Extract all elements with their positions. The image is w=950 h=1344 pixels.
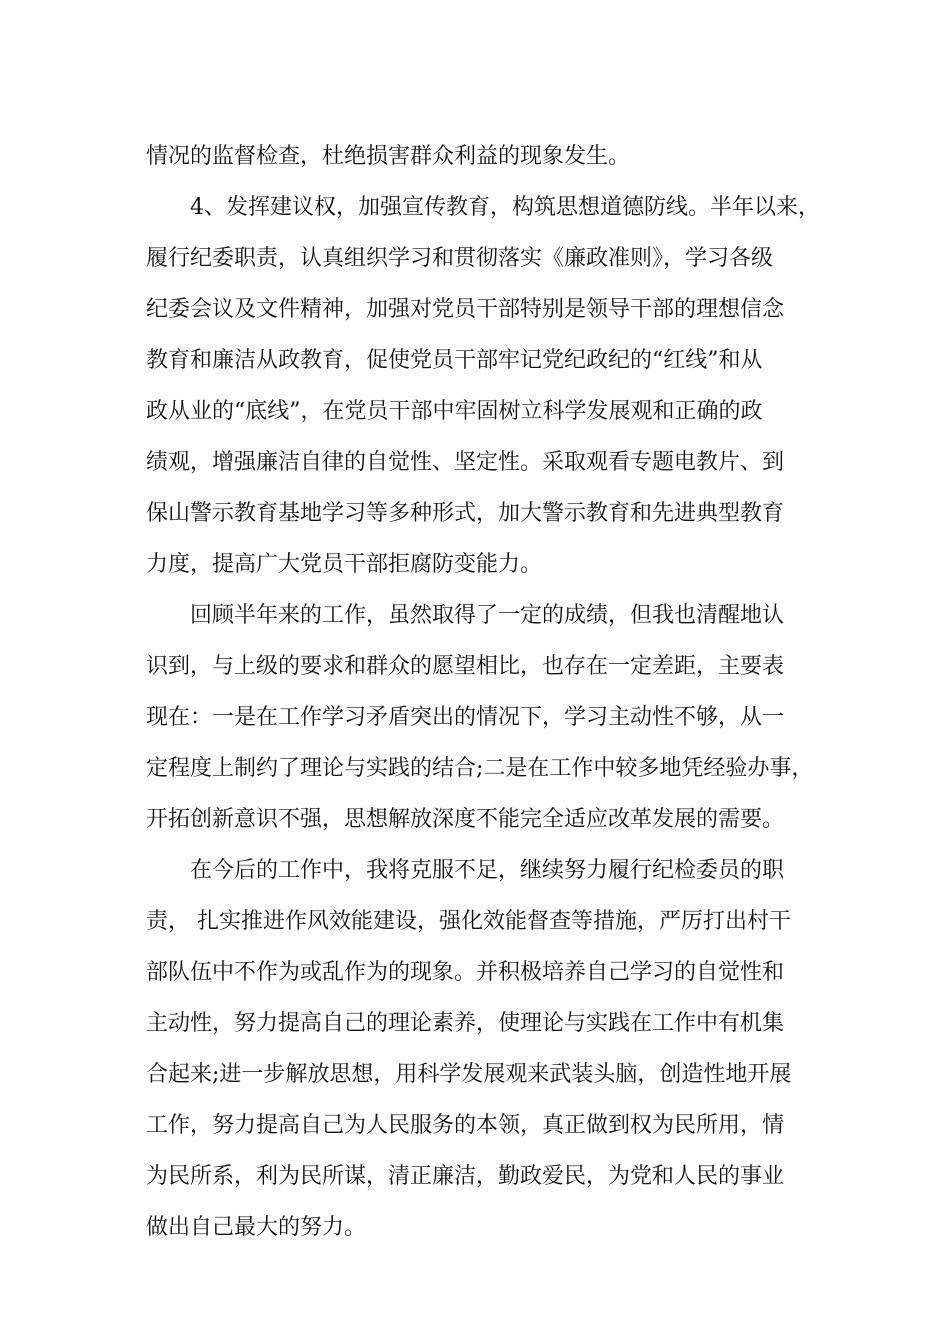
paragraph-first-line: 4、发挥建议权，加强宣传教育，构筑思想道德防线。半年以来， — [190, 195, 820, 220]
text-line: 保山警示教育基地学习等多种形式，加大警示教育和先进典型教育 — [146, 501, 785, 526]
text-line: 合起来;进一步解放思想，用科学发展观来武装头脑，创造性地开展 — [146, 1062, 792, 1087]
text-line: 为民所系，利为民所谋，清正廉洁，勤政爱民，为党和人民的事业 — [146, 1164, 785, 1189]
text-line: 纪委会议及文件精神，加强对党员干部特别是领导干部的理想信念 — [146, 297, 785, 322]
body-text — [146, 131, 836, 1253]
text-line: 定程度上制约了理论与实践的结合;二是在工作中较多地凭经验办事， — [146, 756, 814, 781]
text-line: 做出自己最大的努力。 — [146, 1215, 367, 1240]
text-line: 主动性，努力提高自己的理论素养，使理论与实践在工作中有机集 — [146, 1011, 785, 1036]
text-line: 教育和廉洁从政教育，促使党员干部牢记党纪政纪的“红线”和从 — [146, 348, 763, 373]
paragraph-first-line: 在今后的工作中，我将克服不足，继续努力履行纪检委员的职 — [190, 858, 785, 883]
text-line: 力度，提高广大党员干部拒腐防变能力。 — [146, 552, 543, 577]
text-line: 情况的监督检查，杜绝损害群众利益的现象发生。 — [146, 144, 631, 169]
text-line: 工作，努力提高自己为人民服务的本领，真正做到权为民所用，情 — [146, 1113, 785, 1138]
text-line: 识到，与上级的要求和群众的愿望相比，也存在一定差距，主要表 — [146, 654, 785, 679]
text-line: 绩观，增强廉洁自律的自觉性、坚定性。采取观看专题电教片、到 — [146, 450, 785, 475]
paragraph-first-line: 回顾半年来的工作，虽然取得了一定的成绩，但我也清醒地认 — [190, 603, 785, 628]
text-line: 现在：一是在工作学习矛盾突出的情况下，学习主动性不够，从一 — [146, 705, 785, 730]
text-line: 责， 扎实推进作风效能建设，强化效能督查等措施，严厉打出村干 — [146, 909, 791, 934]
text-line: 政从业的“底线”，在党员干部中牢固树立科学发展观和正确的政 — [146, 399, 763, 424]
text-line: 部队伍中不作为或乱作为的现象。并积极培养自己学习的自觉性和 — [146, 960, 785, 985]
text-line: 履行纪委职责，认真组织学习和贯彻落实《廉政准则》，学习各级 — [146, 246, 774, 271]
text-line: 开拓创新意识不强，思想解放深度不能完全适应改革发展的需要。 — [146, 807, 785, 832]
